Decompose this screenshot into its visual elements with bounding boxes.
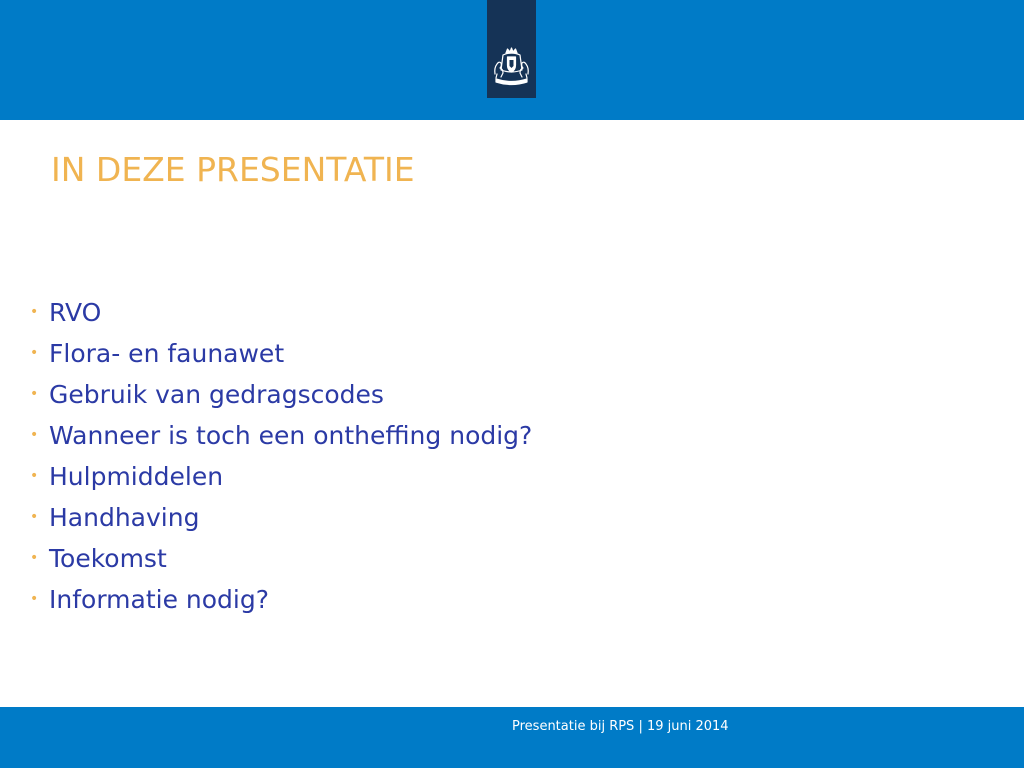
bullet-dot-icon: • (30, 591, 39, 607)
list-item (30, 374, 532, 415)
bullet-dot-icon: • (30, 550, 39, 566)
list-item (30, 497, 532, 538)
list-item (30, 333, 532, 374)
list-item (30, 415, 532, 456)
list-item (30, 292, 532, 333)
footer-band (0, 707, 1024, 768)
bullet-dot-icon: • (30, 468, 39, 484)
bullet-dot-icon: • (30, 304, 39, 320)
bullet-dot-icon: • (30, 345, 39, 361)
bullet-text: Gebruik van gedragscodes (49, 380, 384, 409)
list-item (30, 456, 532, 497)
bullet-text: RVO (49, 298, 102, 327)
bullet-text: Informatie nodig? (49, 585, 269, 614)
bullet-list (30, 292, 532, 620)
bullet-dot-icon: • (30, 386, 39, 402)
coat-of-arms-icon (489, 44, 534, 88)
emblem-tab (487, 0, 536, 98)
bullet-dot-icon: • (30, 509, 39, 525)
footer-text: Presentatie bij RPS | 19 juni 2014 (512, 719, 729, 734)
list-item (30, 538, 532, 579)
header-band (0, 0, 1024, 120)
bullet-text: Hulpmiddelen (49, 462, 224, 491)
bullet-dot-icon: • (30, 427, 39, 443)
bullet-text: Handhaving (49, 503, 200, 532)
bullet-text: Flora- en faunawet (49, 339, 285, 368)
bullet-text: Wanneer is toch een ontheffing nodig? (49, 421, 533, 450)
bullet-text: Toekomst (49, 544, 167, 573)
slide-title: IN DEZE PRESENTATIE (51, 150, 415, 189)
list-item (30, 579, 532, 620)
